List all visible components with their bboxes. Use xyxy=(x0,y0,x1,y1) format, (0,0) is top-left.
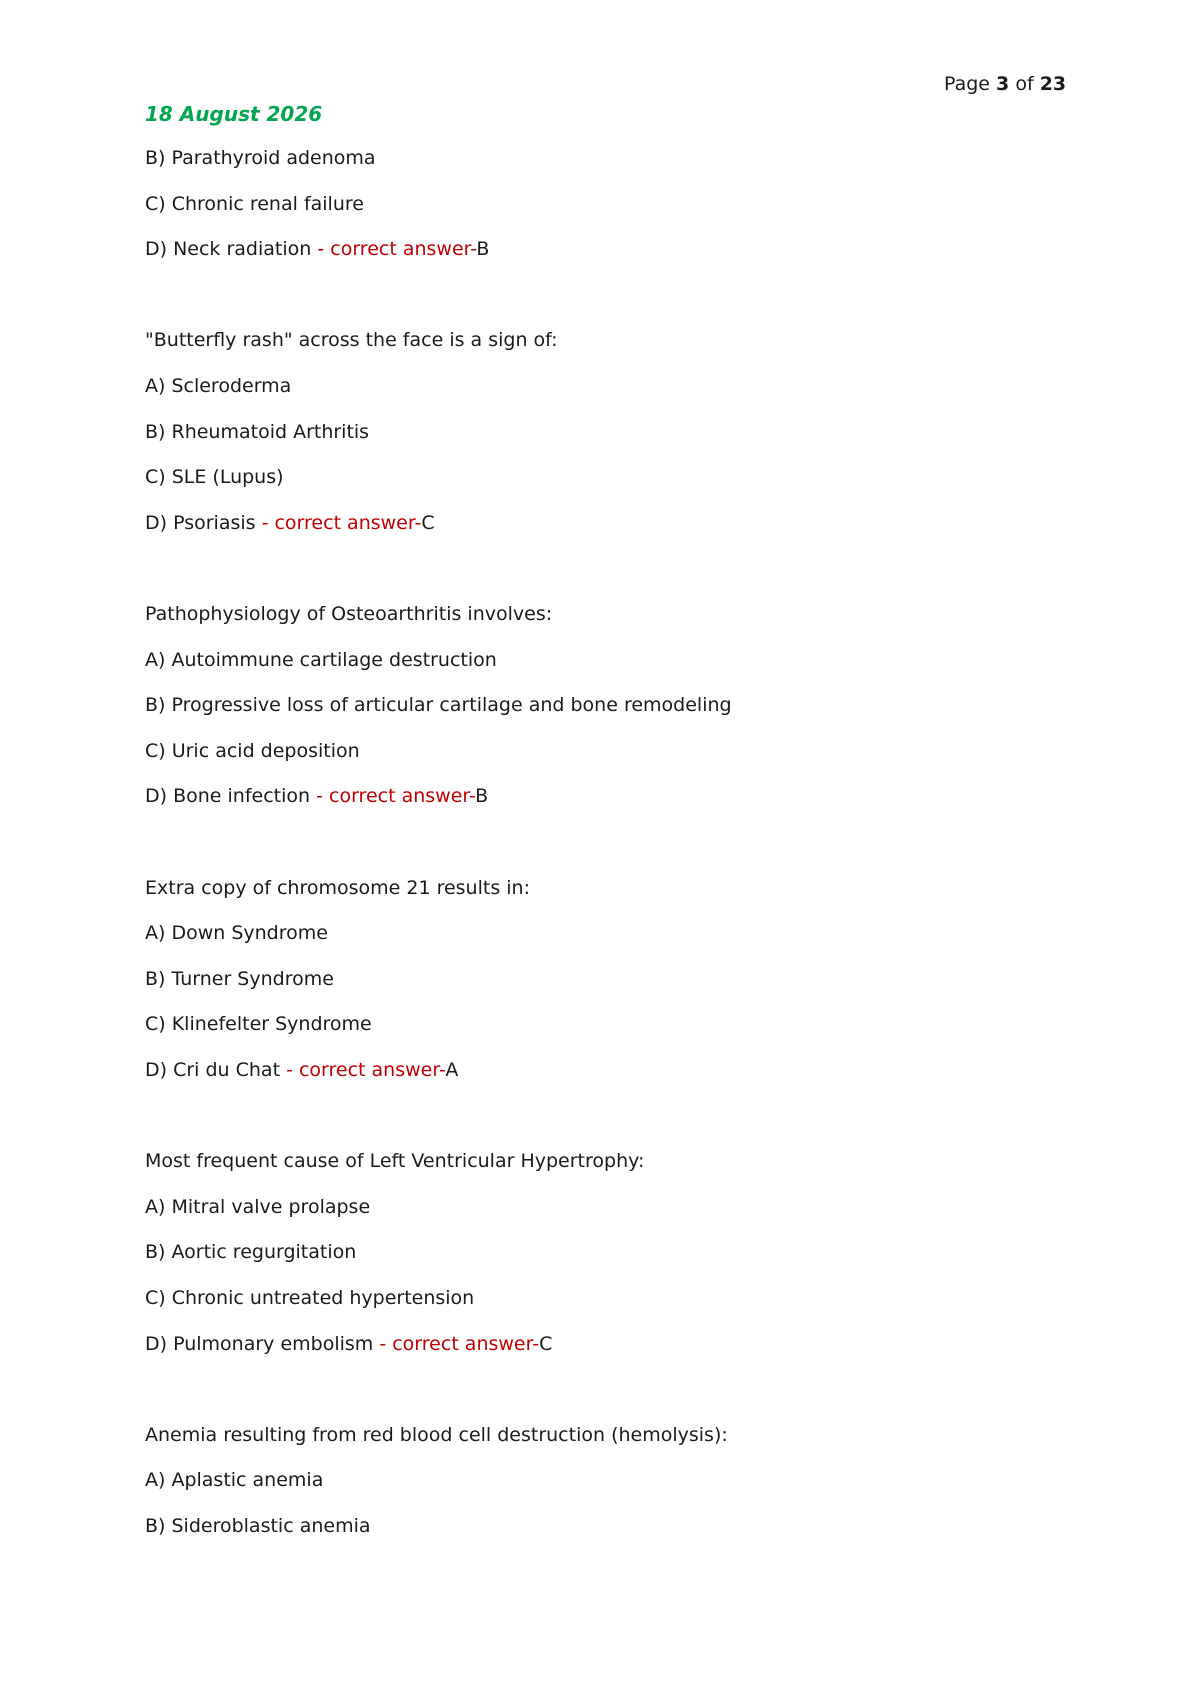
answer-option xyxy=(145,967,334,991)
correct-answer-letter: A xyxy=(445,1059,459,1081)
answer-option xyxy=(145,1058,458,1082)
correct-answer-letter: B xyxy=(476,238,490,260)
option-text: D) Psoriasis xyxy=(145,512,256,534)
answer-option xyxy=(145,1468,323,1492)
page-number xyxy=(944,72,1066,96)
option-text: A) Mitral valve prolapse xyxy=(145,1196,371,1218)
option-text: B) Aortic regurgitation xyxy=(145,1241,357,1263)
option-text: D) Cri du Chat xyxy=(145,1059,281,1081)
option-text: C) Chronic untreated hypertension xyxy=(145,1287,475,1309)
page-current: 3 xyxy=(996,73,1010,95)
option-text: D) Neck radiation xyxy=(145,238,312,260)
option-text: B) Rheumatoid Arthritis xyxy=(145,421,370,443)
correct-answer-letter: B xyxy=(475,785,489,807)
question-stem: Pathophysiology of Osteoarthritis involves: xyxy=(145,603,553,625)
page-prefix: Page xyxy=(944,73,990,95)
option-text: B) Parathyroid adenoma xyxy=(145,147,376,169)
correct-answer-letter: C xyxy=(421,512,435,534)
question-stem: "Butterfly rash" across the face is a sign of: xyxy=(145,329,558,351)
option-text: C) Klinefelter Syndrome xyxy=(145,1013,372,1035)
answer-option xyxy=(145,146,376,170)
answer-option xyxy=(145,1514,371,1538)
option-text: C) SLE (Lupus) xyxy=(145,466,284,488)
option-text: C) Uric acid deposition xyxy=(145,740,360,762)
answer-option xyxy=(145,921,328,945)
correct-answer-letter: C xyxy=(539,1333,553,1355)
option-text: B) Turner Syndrome xyxy=(145,968,334,990)
option-text: B) Sideroblastic anemia xyxy=(145,1515,371,1537)
correct-answer-label: - correct answer- xyxy=(316,785,476,807)
option-text: A) Autoimmune cartilage destruction xyxy=(145,649,497,671)
correct-answer-label: - correct answer- xyxy=(261,512,422,534)
option-text: A) Scleroderma xyxy=(145,375,292,397)
option-text: A) Down Syndrome xyxy=(145,922,328,944)
answer-option xyxy=(145,237,489,261)
option-text: B) Progressive loss of articular cartilage and bone remodeling xyxy=(145,694,732,716)
correct-answer-label: - correct answer- xyxy=(379,1333,540,1355)
option-text: C) Chronic renal failure xyxy=(145,193,364,215)
answer-option xyxy=(145,739,360,763)
page-of: of xyxy=(1015,73,1034,95)
answer-option xyxy=(145,511,435,535)
question-stem: Anemia resulting from red blood cell destruction (hemolysis): xyxy=(145,1424,728,1446)
answer-option xyxy=(145,1012,372,1036)
answer-option xyxy=(145,192,364,216)
page-total: 23 xyxy=(1039,73,1067,95)
option-text: A) Aplastic anemia xyxy=(145,1469,324,1491)
answer-option xyxy=(145,1286,474,1310)
answer-option xyxy=(145,1195,370,1219)
answer-option xyxy=(145,784,488,808)
document-date: 18 August 2026 xyxy=(145,102,323,126)
answer-option xyxy=(145,1332,552,1356)
answer-option xyxy=(145,465,284,489)
question-stem: Most frequent cause of Left Ventricular Hypertrophy: xyxy=(145,1150,645,1172)
answer-option xyxy=(145,693,732,717)
option-text: D) Bone infection xyxy=(145,785,311,807)
answer-option xyxy=(145,420,369,444)
correct-answer-label: - correct answer- xyxy=(286,1059,446,1081)
answer-option xyxy=(145,374,291,398)
answer-option xyxy=(145,1240,356,1264)
correct-answer-label: - correct answer- xyxy=(317,238,477,260)
answer-option xyxy=(145,648,497,672)
question-stem: Extra copy of chromosome 21 results in: xyxy=(145,877,530,899)
option-text: D) Pulmonary embolism xyxy=(145,1333,374,1355)
